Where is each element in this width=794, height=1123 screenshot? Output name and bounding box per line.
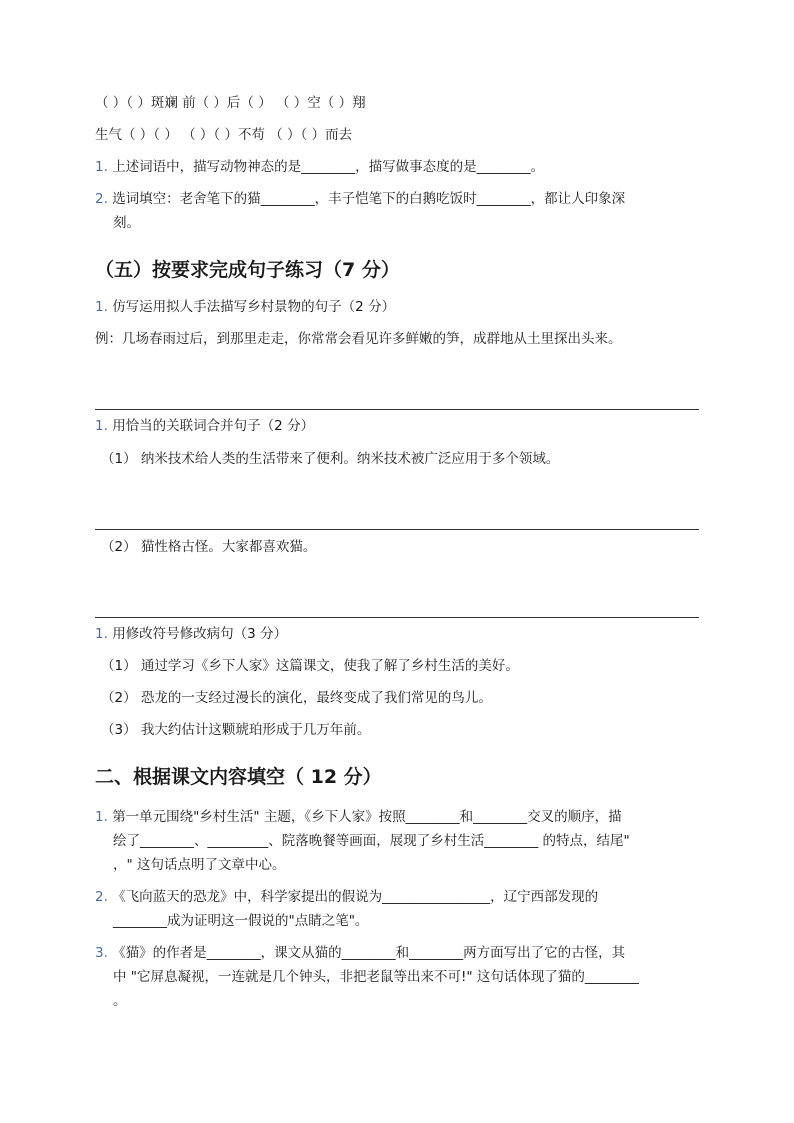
sub-question: （2） 恐龙的一支经过漫长的演化，最终变成了我们常见的鸟儿。 <box>101 690 492 706</box>
sec2-question-3 <box>95 944 625 962</box>
question-text: 用恰当的关联词合并句子（2 分） <box>112 418 315 434</box>
question-text: 选词填空：老舍笔下的猫________，丰子恺笔下的白鹅吃饭时________，都让人印象深 <box>112 191 626 207</box>
example-sentence: 例：几场春雨过后，到那里走走，你常常会看见许多鲜嫩的笋，成群地从土里探出头来。 <box>95 331 622 347</box>
question-number: 2. <box>95 191 108 207</box>
question-text-continued: 中 "它屏息凝视，一连就是几个钟头，非把老鼠等出来不可!" 这句话体现了猫的________ <box>113 969 639 985</box>
question-text-continued: 刻。 <box>113 215 140 231</box>
question-text-continued: ________成为证明这一假说的"点睛之笔"。 <box>113 913 369 929</box>
question-number: 3. <box>95 945 108 961</box>
answer-line <box>95 409 699 410</box>
section-two-title: 二、根据课文内容填空（ 12 分） <box>95 766 382 788</box>
question-text: 上述词语中，描写动物神态的是________，描写做事态度的是________。 <box>112 159 545 175</box>
question-text: 第一单元围绕"乡村生活" 主题，《乡下人家》按照________和________交叉的顺序，描 <box>112 809 622 825</box>
question-text: 《猫》的作者是________，课文从猫的________和________两方面写出了它的古怪，其 <box>112 945 626 961</box>
vocab-row-1: （ ）（ ）斑斓 前（ ）后（ ） （ ）空（ ）翔 <box>95 95 366 111</box>
vocab-question-1 <box>95 158 544 176</box>
question-number: 1. <box>95 418 108 434</box>
question-number: 1. <box>95 809 108 825</box>
question-number: 2. <box>95 889 108 905</box>
vocab-row-2: 生气（ ）（ ） （ ）（ ）不苟 （ ）（ ）而去 <box>95 127 353 143</box>
question-number: 1. <box>95 159 108 175</box>
question-text: 仿写运用拟人手法描写乡村景物的句子（2 分） <box>112 299 396 315</box>
sec2-question-1 <box>95 808 622 826</box>
section-five-title: （五）按要求完成句子练习（7 分） <box>95 259 400 281</box>
sub-question: （2） 猫性格古怪。大家都喜欢猫。 <box>101 539 317 555</box>
question-text: 用修改符号修改病句（3 分） <box>112 626 288 642</box>
sec5-question-1 <box>95 298 395 316</box>
answer-line <box>95 529 699 530</box>
sec5-question-3 <box>95 625 287 643</box>
question-text-continued: ，" 这句话点明了文章中心。 <box>113 857 286 873</box>
sub-question: （1） 纳米技术给人类的生活带来了便利。纳米技术被广泛应用于多个领域。 <box>101 451 560 467</box>
answer-line <box>95 617 699 618</box>
sub-question: （3） 我大约估计这颗琥珀形成于几万年前。 <box>101 722 371 738</box>
sub-question: （1） 通过学习《乡下人家》这篇课文，使我了解了乡村生活的美好。 <box>101 658 519 674</box>
question-number: 1. <box>95 299 108 315</box>
sec5-question-2 <box>95 417 314 435</box>
vocab-question-2 <box>95 190 625 208</box>
question-text-continued: 绘了________、_________、院落晚餐等画面，展现了乡村生活________ 的特点，结尾" <box>113 833 630 849</box>
question-text: 《飞向蓝天的恐龙》中，科学家提出的假说为________________，辽宁西部发现的 <box>112 889 599 905</box>
question-number: 1. <box>95 626 108 642</box>
question-text-continued: 。 <box>113 993 127 1009</box>
sec2-question-2 <box>95 888 598 906</box>
